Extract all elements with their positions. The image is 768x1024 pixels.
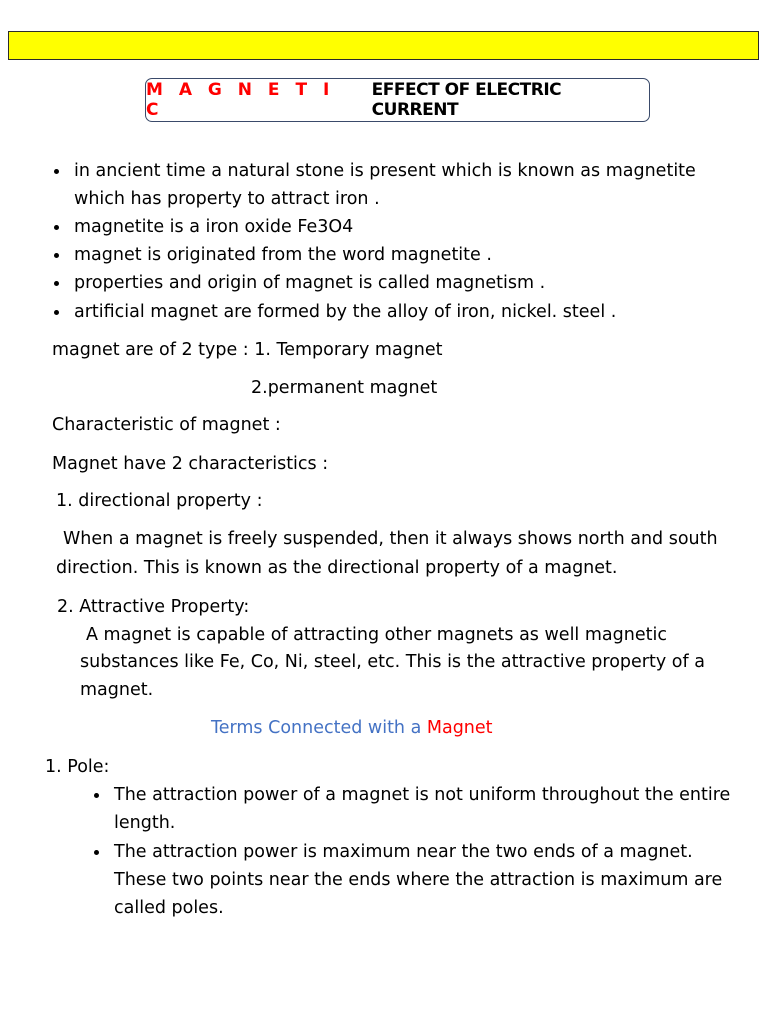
title-rest: EFFECT OF ELECTRIC CURRENT [371,80,562,120]
bullet-dot [94,850,99,855]
yellow-banner [8,31,759,60]
pole-bullet-2-line-3: called poles. [114,898,224,918]
terms-heading [211,718,493,738]
bullet-5: artificial magnet are formed by the alloy of iron, nickel. steel . [74,302,617,322]
bullet-dot [54,169,59,174]
pole-bullet-2-line-2: These two points near the ends where the attraction is maximum are [114,870,723,890]
pole-heading: 1. Pole: [45,757,110,777]
directional-line-1: When a magnet is freely suspended, then it always shows north and south [63,529,718,549]
bullet-2: magnetite is a iron oxide Fe3O4 [74,217,354,237]
types-line-1: magnet are of 2 type : 1. Temporary magnet [52,340,443,360]
bullet-dot [54,253,59,258]
attractive-line-1: A magnet is capable of attracting other magnets as well magnetic [86,625,667,645]
bullet-dot [54,281,59,286]
bullet-dot [54,225,59,230]
characteristic-heading: Characteristic of magnet : [52,415,281,435]
bullet-dot [54,310,59,315]
attractive-line-3: magnet. [80,680,154,700]
bullet-3: magnet is originated from the word magnetite . [74,245,492,265]
pole-bullet-1-line-2: length. [114,813,176,833]
terms-heading-blue: Terms Connected with a [211,718,427,738]
terms-heading-red: Magnet [426,718,493,738]
title-box [145,78,650,122]
attractive-heading: 2. Attractive Property: [57,597,250,617]
title-magnetic: M A G N E T I C [146,80,335,120]
attractive-line-2: substances like Fe, Co, Ni, steel, etc. This is the attractive property of a [80,652,705,672]
pole-bullet-2-line-1: The attraction power is maximum near the two ends of a magnet. [114,842,693,862]
types-line-2: 2.permanent magnet [251,378,438,398]
bullet-1-line-1: in ancient time a natural stone is present which is known as magnetite [74,161,696,181]
directional-line-2: direction. This is known as the directional property of a magnet. [56,558,618,578]
directional-heading: 1. directional property : [56,491,263,511]
pole-bullet-1-line-1: The attraction power of a magnet is not uniform throughout the entire [114,785,731,805]
bullet-4: properties and origin of magnet is called magnetism . [74,273,546,293]
bullet-dot [94,793,99,798]
characteristics-intro: Magnet have 2 characteristics : [52,454,329,474]
bullet-1-line-2: which has property to attract iron . [74,189,380,209]
